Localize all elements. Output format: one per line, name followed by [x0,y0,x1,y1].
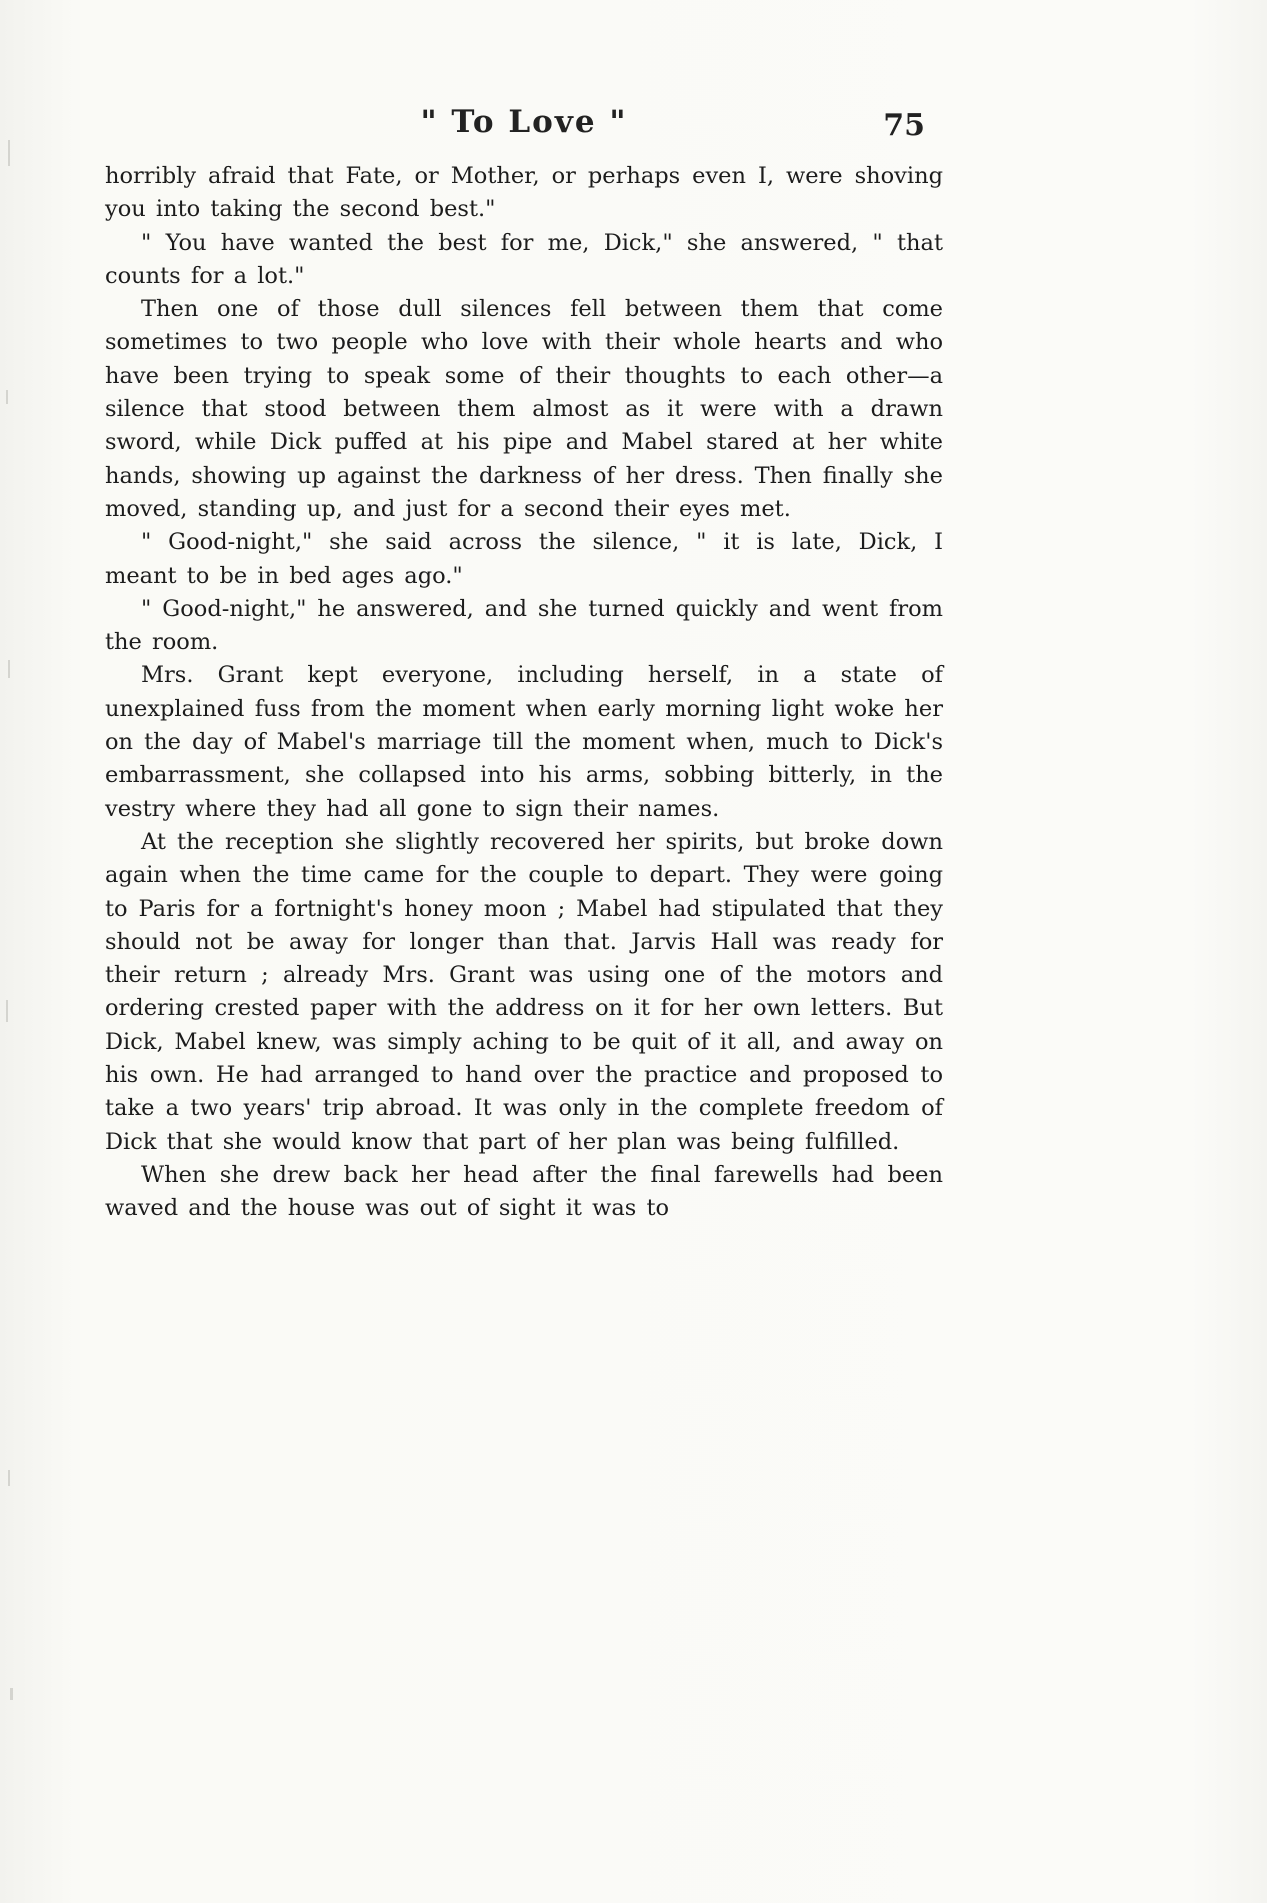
scan-artifact [6,390,8,404]
scan-artifact [8,1470,10,1486]
scan-artifact [6,1000,8,1022]
paragraph: Then one of those dull silences fell between them that come sometimes to two people who love with their whole hearts and who have been trying to speak some of their thoughts to each other—a silence that stood between them almost as it were with a drawn sword, while Dick puffed at his pipe and Mabel stared at her white hands, showing up against the darkness of her dress. Then finally she moved, standing up, and just for a second their eyes met. [105,296,943,522]
page-number: 75 [883,108,925,143]
paragraph: horribly afraid that Fate, or Mother, or perhaps even I, were shoving you into taking the second best." [105,163,943,223]
paragraph: At the reception she slightly recovered her spirits, but broke down again when the time came for the couple to depart. They were going to Paris for a fortnight's honey moon ; Mabel had stipulated that they should not be away for longer than that. Jarvis Hall was ready for their return ; already Mrs. Grant was using one of the motors and ordering crested paper with the address on it for her own letters. But Dick, Mabel knew, was simply aching to be quit of it all, and away on his own. He had arranged to hand over the practice and proposed to take a two years' trip abroad. It was only in the complete freedom of Dick that she would know that part of her plan was being fulfilled. [105,828,943,1155]
scan-artifact [8,660,10,678]
scan-artifact [10,1688,13,1700]
running-title: " To Love " [420,104,628,140]
paragraph: When she drew back her head after the final farewells had been waved and the house was out of sight it was to [105,1161,943,1222]
page-header [105,104,943,148]
scan-artifact [8,140,10,166]
paragraph: Mrs. Grant kept everyone, including herself, in a state of unexplained fuss from the moment when early morning light woke her on the day of Mabel's marriage till the moment when, much to Dick's embarrassment, she collapsed into his arms, sobbing bitterly, in the vestry where they had all gone to sign their names. [105,662,943,822]
paragraph: " Good-night," he answered, and she turned quickly and went from the room. [105,595,943,656]
page-body [105,160,943,1226]
paragraph: " You have wanted the best for me, Dick," she answered, " that counts for a lot." [105,229,943,289]
paragraph: " Good-night," she said across the silence, " it is late, Dick, I meant to be in bed ages ago." [105,529,943,589]
